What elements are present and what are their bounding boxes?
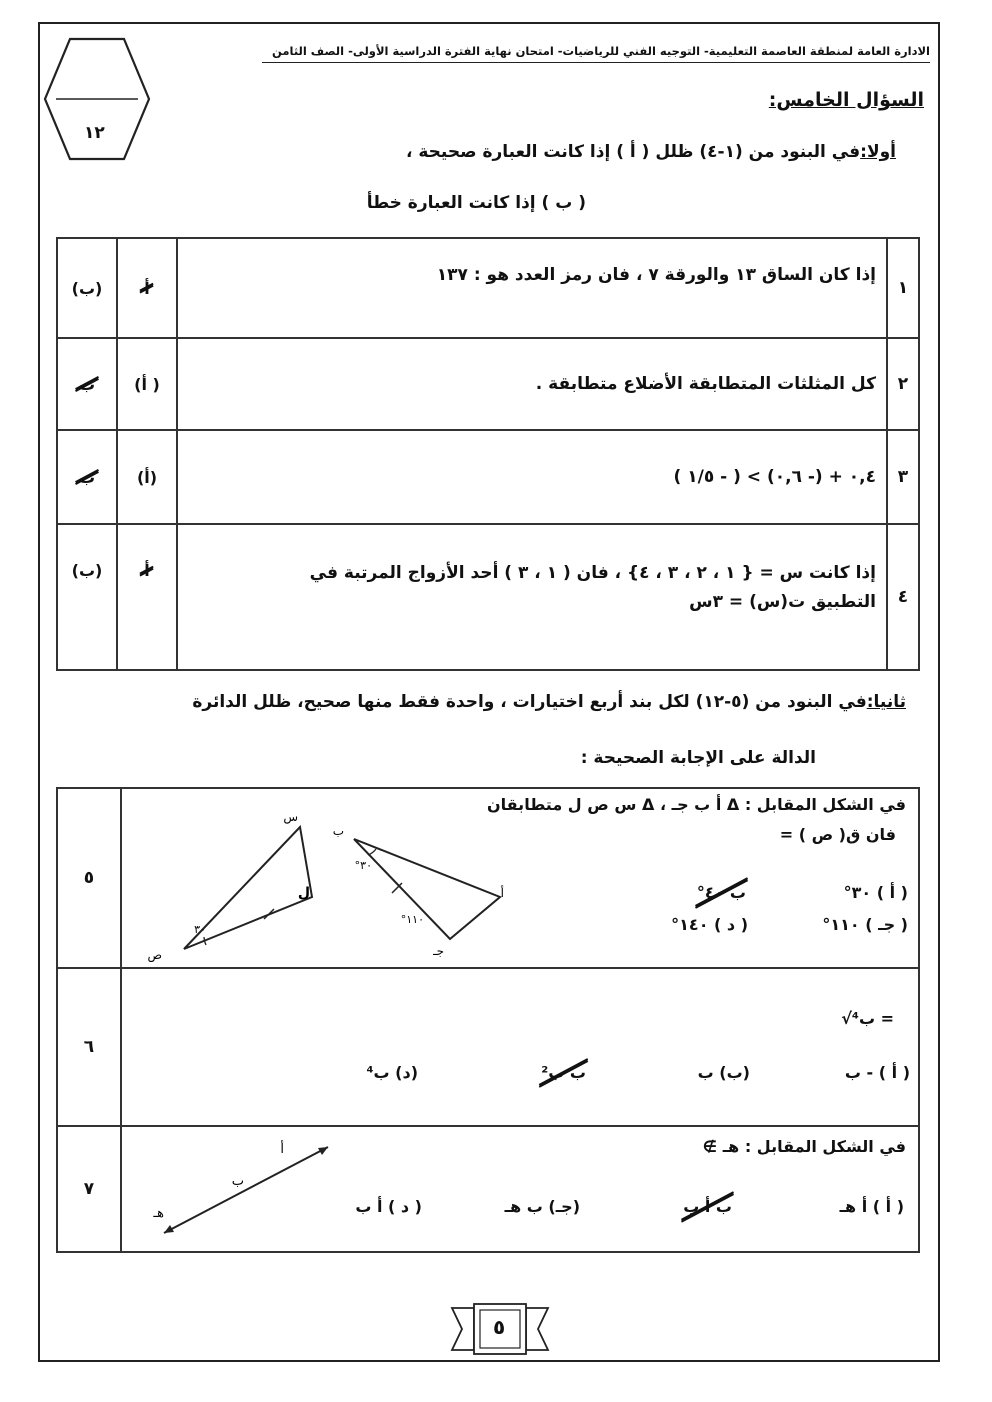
part1-instructions: في البنود من (١-٤) ظلل ( أ ) إذا كانت العبارة صحيحة ، (405, 142, 861, 162)
table-row (57, 338, 919, 430)
item-number: ١ (887, 238, 919, 338)
option-c[interactable]: (جـ) ب هـ (504, 1197, 580, 1216)
point-label: أ (280, 1142, 284, 1157)
item-number: ٤ (887, 524, 919, 670)
option-c[interactable]: ب ب² (541, 1063, 586, 1082)
question-number: ٦ (57, 968, 121, 1126)
true-false-table (56, 237, 920, 671)
statement-line-2: التطبيق ت(س) = ٣س (689, 591, 876, 612)
line-figure (142, 1133, 342, 1251)
option-d[interactable]: ( د ) أ ب (355, 1197, 422, 1216)
statement-line-1: إذا كانت س = { ١ ، ٢ ، ٣ ، ٤} ، فان ( ١ ، ٣ ) أحد الأزواج المرتبة في (309, 563, 876, 583)
page-number: ٥ (493, 1315, 506, 1339)
option-b[interactable]: ب (57, 430, 117, 524)
part1-intro-line1 (406, 142, 896, 162)
table-row (57, 1126, 919, 1252)
score-hexagon (42, 36, 152, 162)
multiple-choice-table (56, 787, 920, 1253)
angle-label: ١١٠° (400, 913, 424, 926)
part2-intro-line2: الدالة على الإجابة الصحيحة : (580, 748, 816, 768)
triangles-figure (128, 799, 518, 967)
option-a[interactable]: ( أ ) ٣٠° (843, 883, 908, 902)
part1-intro-line2: ( ب ) إذا كانت العبارة خطأ (366, 193, 586, 213)
option-a[interactable]: ( أ ) - ب (844, 1063, 910, 1082)
question-7-body (121, 1126, 919, 1252)
option-d[interactable]: ( د ) ١٤٠° (671, 915, 748, 934)
option-a[interactable]: أ (117, 524, 177, 670)
table-row (57, 524, 919, 670)
option-b[interactable]: ب (57, 338, 117, 430)
vertex-label: ل (297, 885, 310, 901)
option-b[interactable]: (ب) ب (697, 1063, 750, 1082)
header-underline (262, 62, 930, 63)
option-c[interactable]: ( جـ ) ١١٠° (822, 915, 908, 934)
option-a[interactable]: أ (117, 238, 177, 338)
vertex-label: جـ (433, 944, 444, 958)
question-text: √ب⁴ = (841, 1009, 894, 1028)
question-5-body (121, 788, 919, 968)
table-row (57, 430, 919, 524)
angle-label: ٣٠ (194, 923, 206, 936)
option-d[interactable]: (د) ب⁴ (366, 1063, 418, 1082)
point-label: هـ (153, 1206, 164, 1221)
item-number: ٣ (887, 430, 919, 524)
part2-heading: ثانيا: (866, 692, 906, 712)
part2-instructions: في البنود من (٥-١٢) لكل بند أربع اختيارات ، واحدة فقط منها صحيح، ظلل الدائرة (192, 692, 867, 712)
option-b[interactable]: ب أ ب (683, 1197, 732, 1216)
table-row (57, 968, 919, 1126)
angle-label: ٣٠° (354, 859, 372, 872)
option-a[interactable]: ( أ ) أ هـ (839, 1197, 904, 1216)
option-b[interactable]: (ب) (57, 524, 117, 670)
vertex-label: ص (147, 948, 162, 962)
question-6-body (121, 968, 919, 1126)
question-text: فان ق( ص ) = (779, 825, 896, 844)
question-number: ٥ (57, 788, 121, 968)
item-statement (177, 524, 887, 670)
table-row (57, 238, 919, 338)
option-a[interactable]: ( أ) (117, 338, 177, 430)
question-text: في الشكل المقابل : هـ ∌ (702, 1137, 906, 1156)
option-b[interactable]: ب ٤٠° (696, 883, 746, 902)
section-title: السؤال الخامس: (768, 89, 924, 111)
vertex-label: أ (500, 886, 504, 900)
part2-intro-line1 (192, 692, 906, 712)
vertex-label: س (283, 810, 298, 824)
exam-header: الادارة العامة لمنطقة العاصمة التعليمية- التوجيه الفني للرياضيات- امتحان نهاية الفترة الدراسية الأولى- الصف الثامن (272, 44, 930, 58)
item-statement: إذا كان الساق ١٣ والورقة ٧ ، فان رمز العدد هو : ١٣٧ (177, 238, 887, 338)
option-a[interactable]: (أ) (117, 430, 177, 524)
table-row (57, 788, 919, 968)
vertex-label: ب (332, 824, 344, 838)
item-statement: ٠,٤ + (- ٠,٦) > ( - ١/٥ ) (177, 430, 887, 524)
question-text: في الشكل المقابل : Δ أ ب جـ ، Δ س ص ل متطابقان (487, 795, 906, 814)
point-label: ب (231, 1174, 244, 1189)
item-statement: كل المثلثات المتطابقة الأضلاع متطابقة . (177, 338, 887, 430)
score-mark: ١٢ (84, 123, 105, 143)
part1-heading: أولا: (860, 142, 896, 162)
question-number: ٧ (57, 1126, 121, 1252)
option-b[interactable]: (ب) (57, 238, 117, 338)
item-number: ٢ (887, 338, 919, 430)
